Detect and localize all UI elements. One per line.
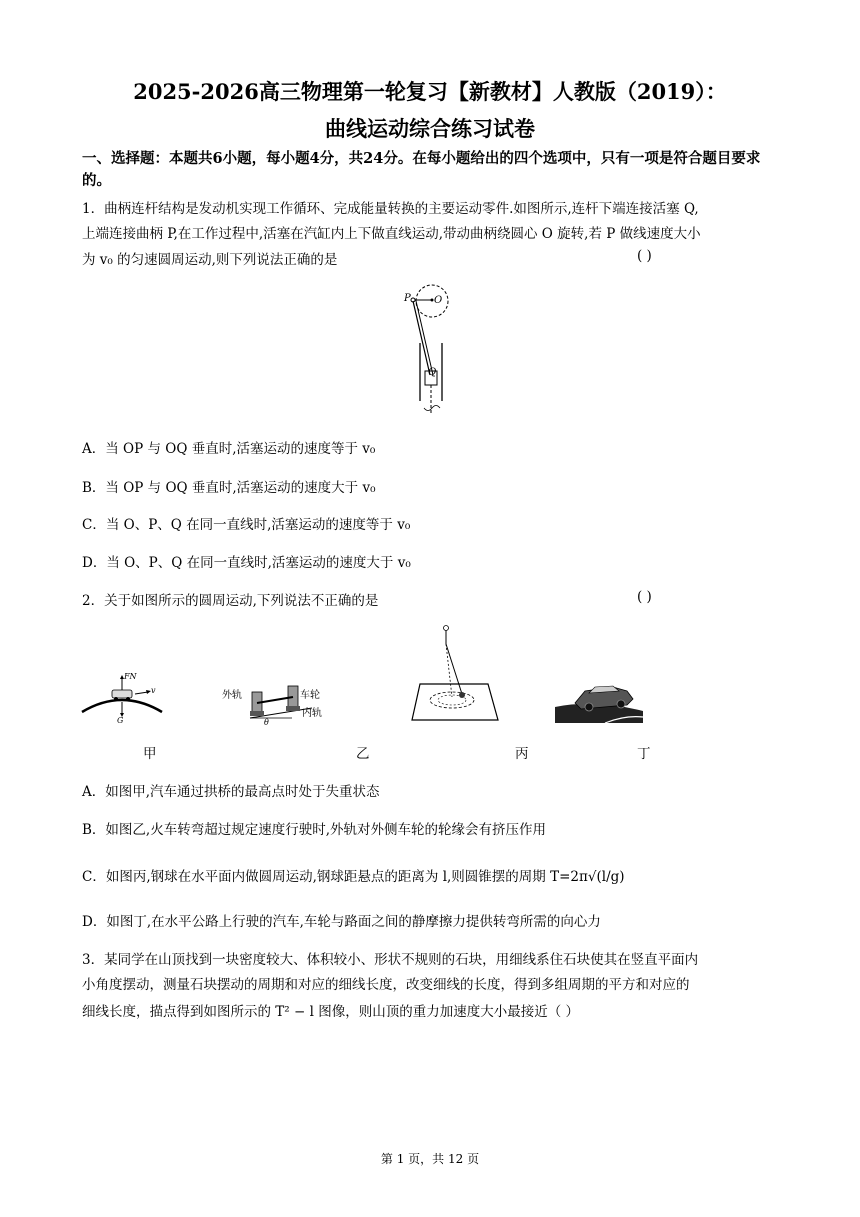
label-o: O bbox=[434, 295, 443, 306]
arch-bridge-car-figure bbox=[80, 670, 165, 725]
q2-option-b: B．如图乙,火车转弯超过规定速度行驶时,外轨对外侧车轮的轮缘会有挤压作用 bbox=[82, 822, 547, 838]
exam-title-line1: 2025-2026高三物理第一轮复习【新教材】人教版（2019）： bbox=[133, 79, 727, 104]
page-footer: 第 1 页，共 12 页 bbox=[380, 1152, 480, 1166]
label-inner-rail: 内轨 bbox=[302, 708, 322, 719]
label-g: G bbox=[117, 716, 124, 725]
label-theta: θ bbox=[264, 718, 269, 726]
label-q: Q bbox=[428, 367, 437, 378]
label-fn: FN bbox=[124, 672, 137, 681]
q3-stem-line2: 小角度摆动，测量石块摆动的周期和对应的细线长度，改变细线的长度，得到多组周期的平方和对应的 bbox=[82, 977, 690, 993]
q2-option-a: A．如图甲,汽车通过拱桥的最高点时处于失重状态 bbox=[82, 784, 380, 800]
q1-option-d: D．当 O、P、Q 在同一直线时,活塞运动的速度大于 v₀ bbox=[82, 555, 411, 571]
caption-yi: 乙 bbox=[356, 746, 370, 762]
q1-stem-line3: 为 v₀ 的匀速圆周运动,则下列说法正确的是 bbox=[82, 252, 338, 268]
banked-track-wheels-figure bbox=[222, 678, 332, 726]
section1-heading: 一、选择题：本题共6小题，每小题4分，共24分。在每小题给出的四个选项中，只有一项是符合题目要求的。 bbox=[82, 150, 761, 189]
q1-stem-line2: 上端连接曲柄 P,在工作过程中,活塞在汽缸内上下做直线运动,带动曲柄绕圆心 O 旋转,若 P 做线速度大小 bbox=[82, 226, 701, 242]
caption-ding: 丁 bbox=[637, 746, 651, 762]
q1-option-a: A．当 OP 与 OQ 垂直时,活塞运动的速度等于 v₀ bbox=[82, 441, 376, 457]
q1-option-c: C．当 O、P、Q 在同一直线时,活塞运动的速度等于 v₀ bbox=[82, 517, 411, 533]
conical-pendulum-figure bbox=[410, 622, 500, 724]
caption-bing: 丙 bbox=[515, 746, 529, 762]
label-v: v bbox=[151, 686, 156, 695]
label-outer-rail: 外轨 bbox=[222, 690, 242, 701]
q3-stem-line1: 3．某同学在山顶找到一块密度较大、体积较小、形状不规则的石块，用细线系住石块使其在竖直平面内 bbox=[82, 952, 699, 968]
crank-connecting-rod-figure bbox=[398, 283, 458, 418]
q3-stem-line3: 细线长度，描点得到如图所示的 T² − l 图像，则山顶的重力加速度大小最接近（ ） bbox=[82, 1004, 580, 1020]
q1-answer-paren: ( ) bbox=[637, 248, 652, 264]
q2-option-d: D．如图丁,在水平公路上行驶的汽车,车轮与路面之间的静摩擦力提供转弯所需的向心力 bbox=[82, 914, 601, 930]
caption-jia: 甲 bbox=[143, 746, 157, 762]
q2-answer-paren: ( ) bbox=[637, 589, 652, 605]
q2-stem: 2．关于如图所示的圆周运动,下列说法不正确的是 bbox=[82, 593, 379, 609]
label-wheel: 车轮 bbox=[300, 690, 320, 701]
car-curved-road-figure bbox=[555, 677, 643, 723]
q1-option-b: B．当 OP 与 OQ 垂直时,活塞运动的速度大于 v₀ bbox=[82, 480, 376, 496]
q1-stem-line1: 1．曲柄连杆结构是发动机实现工作循环、完成能量转换的主要运动零件.如图所示,连杆下端连接活塞 Q, bbox=[82, 201, 699, 217]
q2-option-c: C．如图丙,钢球在水平面内做圆周运动,钢球距悬点的距离为 l,则圆锥摆的周期 T=2π√(l/g) bbox=[82, 869, 625, 885]
label-p: P bbox=[404, 293, 411, 304]
exam-title-line2: 曲线运动综合练习试卷 bbox=[325, 116, 535, 141]
